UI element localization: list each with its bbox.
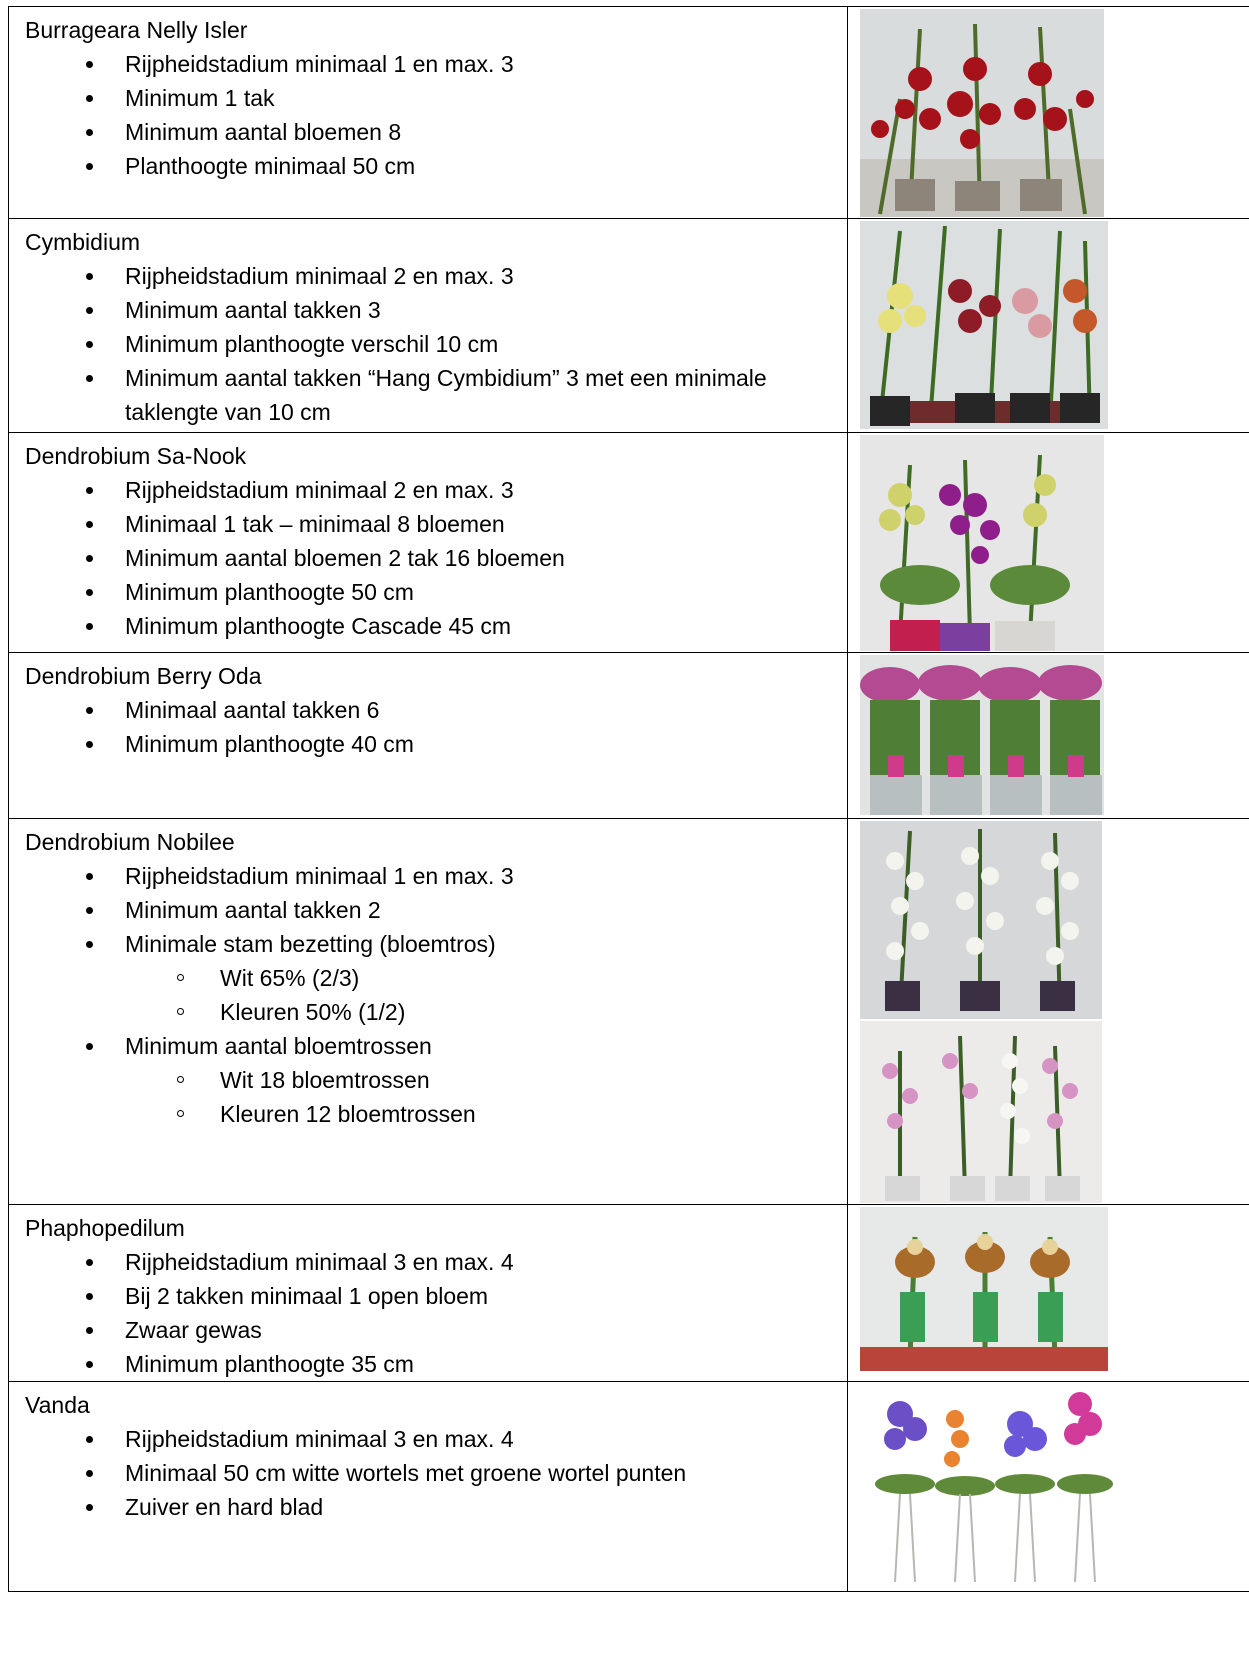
phaphopedilum-photo <box>860 1207 1249 1371</box>
list-item: Minimum planthoogte 35 cm <box>25 1347 837 1381</box>
image-cell <box>848 1205 1249 1382</box>
description-cell <box>9 219 848 433</box>
table-row <box>9 1205 1249 1382</box>
description-cell <box>9 1205 848 1382</box>
list-item: Minimum 1 tak <box>25 81 837 115</box>
table-row <box>9 819 1249 1205</box>
image-cell <box>848 7 1249 219</box>
list-item: Minimaal aantal takken 6 <box>25 693 837 727</box>
description-cell <box>9 433 848 653</box>
list-item: Rijpheidstadium minimaal 1 en max. 3 <box>25 859 837 893</box>
cymbidium-photo <box>860 221 1249 429</box>
list-item: Minimum aantal bloemen 2 tak 16 bloemen <box>25 541 837 575</box>
criteria-list <box>25 259 837 429</box>
criteria-list <box>25 859 837 1131</box>
image-cell <box>848 653 1249 819</box>
list-item: Bij 2 takken minimaal 1 open bloem <box>25 1279 837 1313</box>
criteria-list <box>25 473 837 643</box>
criteria-list <box>25 693 837 761</box>
table-row <box>9 1382 1249 1592</box>
description-cell <box>9 1382 848 1592</box>
criteria-list <box>25 47 837 183</box>
list-item: Planthoogte minimaal 50 cm <box>25 149 837 183</box>
list-item: Minimum planthoogte 50 cm <box>25 575 837 609</box>
list-item: Minimale stam bezetting (bloemtros) <box>25 927 837 961</box>
vanda-photo <box>870 1384 1249 1582</box>
list-item: Zuiver en hard blad <box>25 1490 837 1524</box>
list-item: Minimum aantal bloemtrossen <box>25 1029 837 1063</box>
sub-list-item: Kleuren 50% (1/2) <box>25 995 837 1029</box>
list-item: Minimum planthoogte Cascade 45 cm <box>25 609 837 643</box>
image-cell <box>848 219 1249 433</box>
dendrobium-nobilee-photos <box>860 821 1249 1203</box>
criteria-list <box>25 1245 837 1381</box>
list-item: Minimum aantal bloemen 8 <box>25 115 837 149</box>
list-item: Minimum aantal takken 2 <box>25 893 837 927</box>
sub-list-item: Kleuren 12 bloemtrossen <box>25 1097 837 1131</box>
list-item: Minimaal 50 cm witte wortels met groene wortel punten <box>25 1456 837 1490</box>
table-row <box>9 433 1249 653</box>
plant-name: Phaphopedilum <box>25 1215 185 1241</box>
list-item: Rijpheidstadium minimaal 3 en max. 4 <box>25 1422 837 1456</box>
list-item: Minimum planthoogte 40 cm <box>25 727 837 761</box>
description-cell <box>9 7 848 219</box>
list-item: Rijpheidstadium minimaal 1 en max. 3 <box>25 47 837 81</box>
dendrobium-sa-nook-photo <box>860 435 1249 651</box>
burrageara-photo <box>860 9 1249 217</box>
list-item: Minimum planthoogte verschil 10 cm <box>25 327 837 361</box>
dendrobium-berry-oda-photo <box>860 655 1249 815</box>
orchid-quality-table <box>8 6 1249 1592</box>
plant-name: Vanda <box>25 1392 90 1418</box>
table-row <box>9 219 1249 433</box>
plant-name: Dendrobium Nobilee <box>25 829 235 855</box>
table-row <box>9 653 1249 819</box>
sub-list-item: Wit 65% (2/3) <box>25 961 837 995</box>
plant-name: Dendrobium Sa-Nook <box>25 443 247 469</box>
image-cell <box>848 433 1249 653</box>
list-item: Minimum aantal takken 3 <box>25 293 837 327</box>
description-cell <box>9 653 848 819</box>
list-item: Rijpheidstadium minimaal 2 en max. 3 <box>25 473 837 507</box>
plant-name: Burrageara Nelly Isler <box>25 17 248 43</box>
plant-name: Dendrobium Berry Oda <box>25 663 262 689</box>
plant-name: Cymbidium <box>25 229 141 255</box>
list-item: Zwaar gewas <box>25 1313 837 1347</box>
description-cell <box>9 819 848 1205</box>
criteria-list <box>25 1422 837 1524</box>
sub-list-item: Wit 18 bloemtrossen <box>25 1063 837 1097</box>
list-item: Rijpheidstadium minimaal 2 en max. 3 <box>25 259 837 293</box>
list-item: Rijpheidstadium minimaal 3 en max. 4 <box>25 1245 837 1279</box>
table-row <box>9 7 1249 219</box>
list-item: Minimum aantal takken “Hang Cymbidium” 3 met een minimale taklengte van 10 cm <box>25 361 837 429</box>
list-item: Minimaal 1 tak – minimaal 8 bloemen <box>25 507 837 541</box>
image-cell <box>848 1382 1249 1592</box>
image-cell <box>848 819 1249 1205</box>
